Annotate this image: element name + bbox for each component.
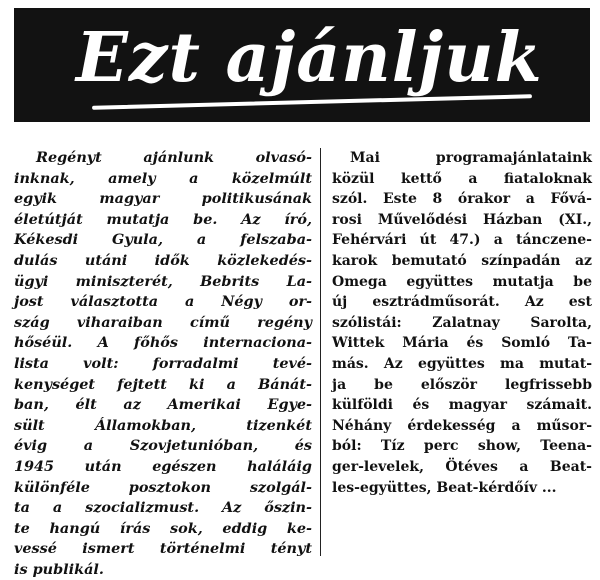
text-line: karok bemutató színpadán az — [332, 252, 592, 269]
left-article-column — [14, 148, 312, 580]
text-line: rosi Művelődési Házban (XI., — [332, 211, 592, 228]
text-line: évig a Szovjetunióban, és — [14, 437, 312, 455]
text-line: szól. Este 8 órakor a Fővá- — [332, 191, 592, 208]
text-line: egyik magyar politikusának — [14, 190, 312, 208]
text-line: les-együttes, Beat-kérdőív ... — [332, 479, 557, 496]
text-line: külföldi és magyar számait. — [332, 397, 592, 414]
text-line: ger-levelek, Ötéves a Beat- — [332, 458, 592, 475]
text-line: Mai programajánlataink — [350, 150, 592, 166]
text-line: ta a szocializmust. Az őszin- — [14, 499, 312, 517]
text-line: Kékesdi Gyula, a felszaba- — [14, 231, 312, 249]
text-line: Omega együttes mutatja be — [332, 273, 592, 290]
text-line: 1945 után egészen haláláig — [14, 457, 312, 475]
text-line: te hangú írás sok, eddig ke- — [14, 519, 312, 537]
text-line: ja be először legfrissebb — [332, 376, 592, 393]
text-line: inknak, amely a közelmúlt — [14, 169, 312, 187]
text-line: ügyi miniszterét, Bebrits La- — [14, 272, 312, 290]
text-line: közül kettő a fiataloknak — [332, 170, 592, 187]
text-line: dulás utáni idők közlekedés- — [14, 251, 312, 269]
text-line: Fehérvári út 47.) a tánczene- — [332, 232, 592, 249]
header-title: Ezt ajánljuk — [76, 18, 543, 98]
text-line: is publikál. — [14, 560, 104, 578]
text-line: szág viharaiban című regény — [14, 313, 312, 331]
text-line: Regényt ajánlunk olvasó- — [36, 149, 312, 166]
text-line: ban, élt az Amerikai Egye- — [14, 396, 312, 414]
column-divider — [320, 148, 321, 556]
text-line: ból: Tíz perc show, Teena- — [332, 438, 592, 455]
right-article-column — [332, 148, 592, 498]
text-line: sült Államokban, tizenkét — [14, 416, 312, 434]
text-line: szólistái: Zalatnay Sarolta, — [332, 314, 592, 331]
text-line: lista volt: forradalmi tevé- — [14, 354, 312, 372]
text-line: Néhány érdekesség a műsor- — [332, 417, 592, 434]
text-line: jost választotta a Négy or- — [14, 293, 312, 311]
text-line: különféle posztokon szolgál- — [14, 478, 312, 496]
text-line: más. Az együttes ma mutat- — [332, 355, 592, 372]
text-line: kenységet fejtett ki a Bánát- — [14, 375, 312, 393]
text-line: új esztrádműsorát. Az est — [332, 294, 592, 311]
text-line: vessé ismert történelmi tényt — [14, 540, 312, 558]
text-line: életútját mutatja be. Az író, — [14, 210, 312, 228]
text-line: Wittek Mária és Somló Ta- — [332, 335, 592, 352]
header-banner — [14, 8, 590, 122]
text-line: hőséül. A főhős internaciona- — [14, 334, 312, 352]
